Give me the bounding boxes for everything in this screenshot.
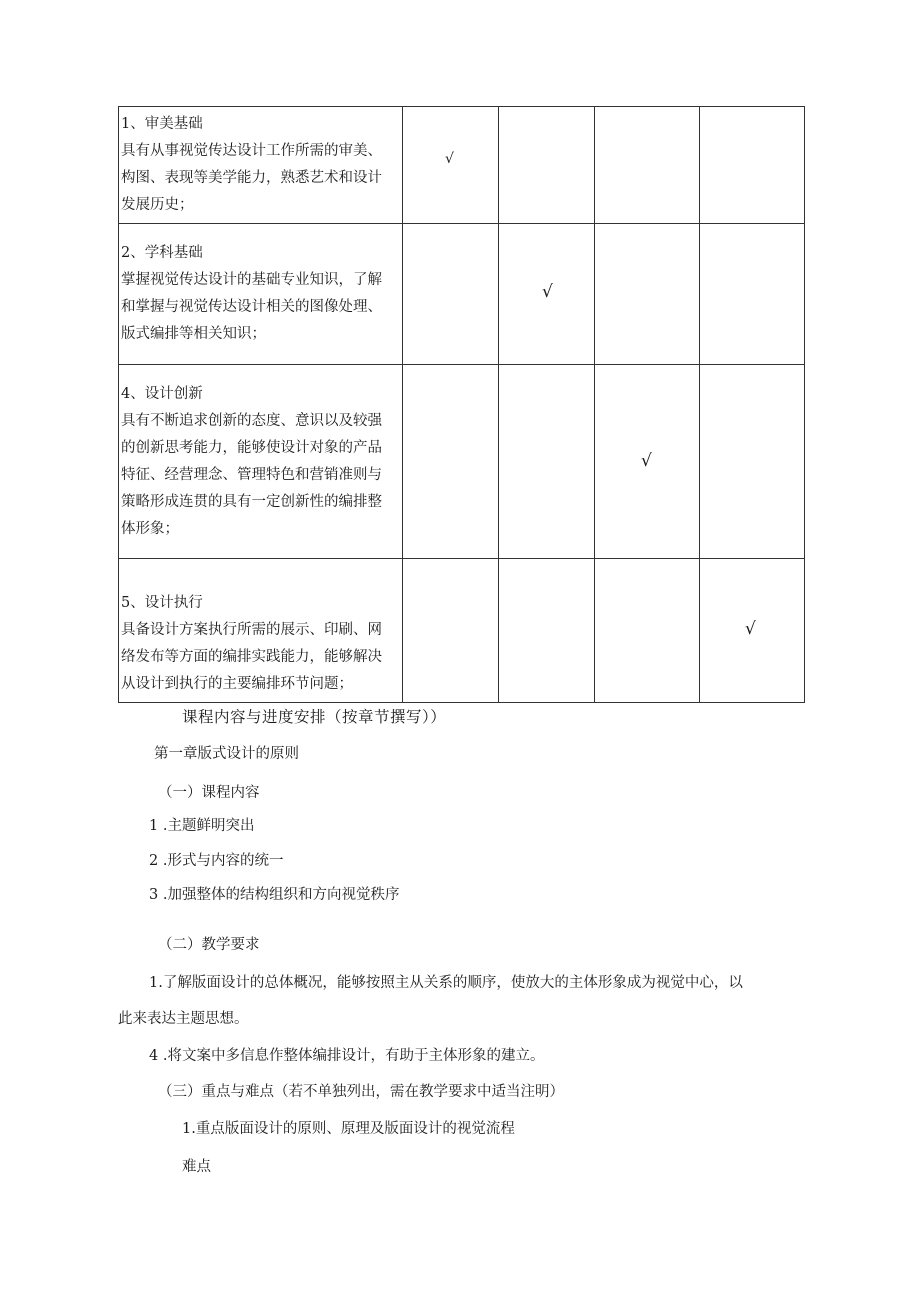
requirement-text: 掌握视觉传达设计的基础专业知识，了解 [121,272,382,288]
requirement-text: 版式编排等相关知识； [121,326,266,342]
requirement-title: 5、设计执行 [121,595,203,611]
check-cell [595,365,700,559]
check-cell [595,107,700,224]
table-row [119,224,805,365]
check-cell [595,224,700,365]
requirement-text: 的创新思考能力，能够使设计对象的产品 [121,439,382,456]
paragraph-line: 4 .将文案中多信息作整体编排设计，有助于主体形象的建立。 [149,1048,545,1064]
check-mark: √ [445,151,454,167]
section-heading: 课程内容与进度安排（按章节撰写）） [182,708,447,726]
requirement-text: 具有不断追求创新的态度、意识以及较强 [121,412,382,429]
requirement-title: 4、设计创新 [121,385,203,402]
paragraph-line: 此来表达主题思想。 [118,1011,249,1027]
check-cell [403,107,499,224]
requirement-text: 特征、经营理念、管理特色和营销准则与 [121,466,382,483]
requirement-description [119,107,403,224]
check-cell [700,559,805,703]
check-cell [595,559,700,703]
requirement-description [119,559,403,703]
check-cell [499,365,595,559]
requirement-text: 构图、表现等美学能力，熟悉艺术和设计 [121,170,382,186]
requirement-description [119,224,403,365]
requirement-text: 从设计到执行的主要编排环节问题； [121,676,353,692]
list-item: 1 .主题鲜明突出 [149,818,255,834]
part-title: （一）课程内容 [158,785,260,801]
requirement-text: 和掌握与视觉传达设计相关的图像处理、 [121,299,382,315]
requirement-text: 具备设计方案执行所需的展示、印刷、网 [121,622,382,638]
check-cell [499,107,595,224]
check-mark: √ [641,451,652,471]
part-title: （二）教学要求 [158,937,260,953]
check-cell [499,559,595,703]
requirement-description [119,365,403,559]
check-cell [700,224,805,365]
check-mark: √ [745,619,756,639]
check-cell [403,365,499,559]
table-row [119,365,805,559]
check-cell [403,224,499,365]
list-item: 2 .形式与内容的统一 [149,853,284,869]
requirement-text: 发展历史； [121,197,194,213]
paragraph-line: 1.了解版面设计的总体概况，能够按照主从关系的顺序，使放大的主体形象成为视觉中心，以 [149,975,743,991]
requirement-text: 络发布等方面的编排实践能力，能够解决 [121,649,382,665]
requirement-text: 策略形成连贯的具有一定创新性的编排整 [121,493,382,510]
table-row [119,107,805,224]
requirement-text: 体形象； [121,520,179,537]
difficulty-label: 难点 [182,1159,211,1175]
chapter-title: 第一章版式设计的原则 [154,746,299,762]
key-point: 1.重点版面设计的原则、原理及版面设计的视觉流程 [182,1121,515,1137]
requirement-text: 具有从事视觉传达设计工作所需的审美、 [121,143,382,159]
part-title: （三）重点与难点（若不单独列出，需在教学要求中适当注明） [158,1084,564,1100]
requirement-title: 2、学科基础 [121,245,203,261]
check-cell [403,559,499,703]
check-mark: √ [542,282,553,302]
check-cell [700,107,805,224]
list-item: 3 .加强整体的结构组织和方向视觉秩序 [149,887,400,903]
requirements-table [118,106,805,703]
table-row [119,559,805,703]
check-cell [499,224,595,365]
check-cell [700,365,805,559]
requirement-title: 1、审美基础 [121,116,203,132]
